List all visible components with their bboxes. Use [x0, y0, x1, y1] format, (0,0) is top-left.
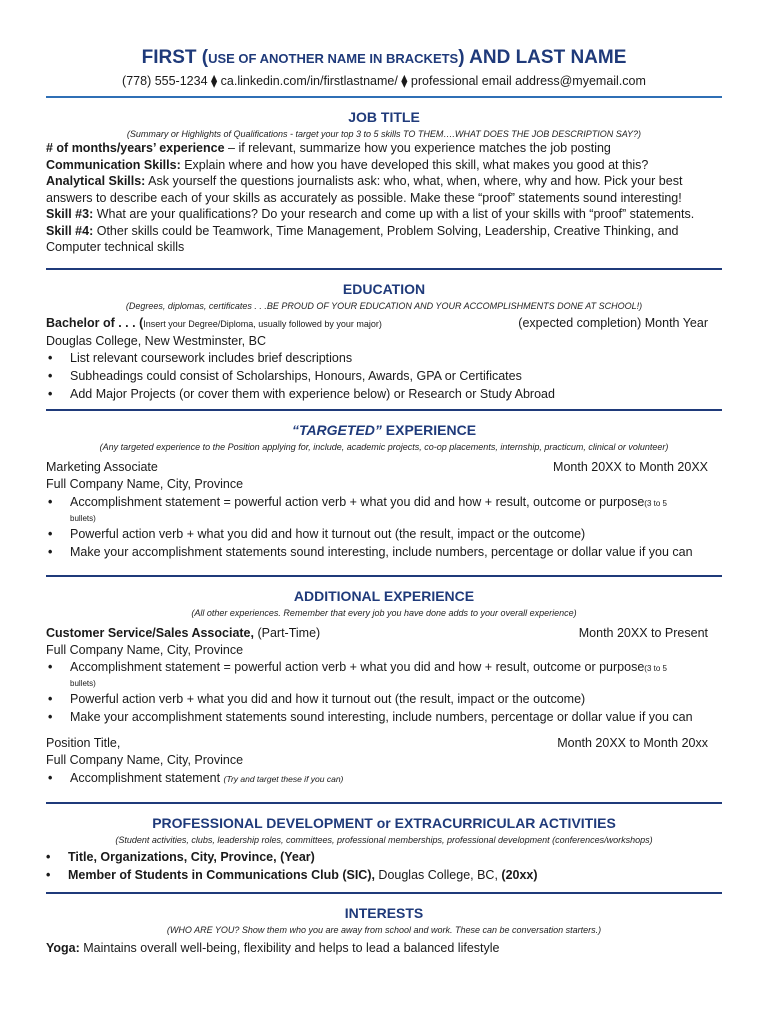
section-rule	[46, 802, 722, 804]
section-rule	[46, 892, 722, 894]
list-item: • Accomplishment statement (Try and target these if you can)	[70, 769, 722, 788]
list-item: • Powerful action verb + what you did and how it turnout out (the result, impact or the outcome)	[70, 690, 722, 708]
resume-name: FIRST (USE OF ANOTHER NAME IN BRACKETS) AND LAST NAME	[141, 47, 627, 68]
contact-line: (778) 555-1234 ⧫ ca.linkedin.com/in/firstlastname/ ⧫ professional email address@myemail.com	[122, 74, 646, 88]
additional-heading: ADDITIONAL EXPERIENCE	[293, 587, 475, 604]
additional-bullets	[46, 658, 722, 726]
section-rule	[46, 575, 722, 577]
targeted-heading: “TARGETED” EXPERIENCE	[291, 422, 477, 438]
targeted-role-row	[46, 459, 722, 476]
role-title: Customer Service/Sales Associate, (Part-Time)	[46, 625, 321, 640]
degree-row	[46, 315, 722, 333]
list-item: • Make your accomplishment statements sound interesting, include numbers, percentage or dollar value if you can	[70, 543, 722, 561]
summary-line-skill4: Skill #4: Other skills could be Teamwork, Time Management, Problem Solving, Leadership, Creative Thinking, and Computer technical skills	[46, 223, 679, 254]
role-title: Marketing Associate	[46, 460, 158, 474]
targeted-note: (Any targeted experience to the Position applying for, include, academic projects, co-op placements, internship, practicum, clinical or volunteer)	[99, 442, 669, 452]
list-item: • List relevant coursework includes brief descriptions	[70, 349, 722, 367]
prodev-note: (Student activities, clubs, leadership roles, committees, professional memberships, professional development (conferences/workshops)	[115, 834, 653, 845]
list-item: • Make your accomplishment statements sound interesting, include numbers, percentage or dollar value if you can	[70, 708, 722, 726]
role-title: Position Title,	[46, 736, 121, 750]
prodev-heading: PROFESSIONAL DEVELOPMENT or EXTRACURRICULAR ACTIVITIES	[152, 814, 616, 831]
header-rule	[46, 96, 722, 98]
section-rule	[46, 268, 722, 270]
role-dates: Month 20XX to Month 20XX	[553, 460, 708, 474]
company-line: Full Company Name, City, Province	[46, 642, 244, 657]
additional-note: (All other experiences. Remember that every job you have done adds to your overall experience)	[191, 607, 577, 618]
role-dates: Month 20XX to Month 20xx	[557, 736, 708, 750]
list-item: • Powerful action verb + what you did and how it turnout out (the result, impact or the outcome)	[70, 525, 722, 543]
additional-role-row	[46, 625, 722, 642]
education-heading: EDUCATION	[342, 280, 426, 297]
summary-block	[46, 140, 722, 256]
summary-line-communication: Communication Skills: Explain where and how you have developed this skill, what makes you good at this?	[46, 157, 649, 172]
section-rule	[46, 409, 722, 411]
interests-heading: INTERESTS	[344, 904, 424, 921]
position-role-row	[46, 735, 722, 752]
job-title-note: (Summary or Highlights of Qualifications - target your top 3 to 5 skills TO THEM….WHAT DOES THE JOB DESCRIPTION SAY?)	[126, 129, 642, 139]
summary-line-skill3: Skill #3: What are your qualifications? Do your research and come up with a list of your skills with “proof” statements.	[46, 207, 695, 221]
completion-date: (expected completion) Month Year	[518, 315, 708, 330]
targeted-bullets	[46, 493, 722, 561]
degree: Bachelor of . . . (Insert your Degree/Diploma, usually followed by your major)	[46, 315, 382, 330]
position-bullets	[46, 769, 722, 788]
summary-line-experience: # of months/years’ experience – if relevant, summarize how you experience matches the job posting	[46, 141, 611, 155]
summary-line-analytical: Analytical Skills: Ask yourself the questions journalists ask: who, what, when, where, why and how. Pick your best answers to describe each of your skills as accurately as possible. Make these “proof” statements sound interesting!	[46, 174, 683, 205]
list-item: • Member of Students in Communications Club (SIC), Douglas College, BC, (20xx)	[68, 866, 722, 884]
list-item: • Subheadings could consist of Scholarships, Honours, Awards, GPA or Certificates	[70, 367, 722, 385]
list-item: • Accomplishment statement = powerful action verb + what you did and how + result, outcome or purpose(3 to 5 bullets)	[70, 658, 722, 690]
list-item: • Accomplishment statement = powerful action verb + what you did and how + result, outcome or purpose(3 to 5 bullets)	[70, 493, 722, 525]
prodev-bullets	[46, 848, 722, 884]
list-item: • Add Major Projects (or cover them with experience below) or Research or Study Abroad	[70, 385, 722, 403]
education-note: (Degrees, diplomas, certificates . . .BE PROUD OF YOUR EDUCATION AND YOUR ACCOMPLISHMENTS DONE AT SCHOOL!)	[125, 300, 643, 311]
name-note: USE OF ANOTHER NAME IN BRACKETS	[208, 51, 459, 66]
school-line: Douglas College, New Westminster, BC	[46, 333, 266, 348]
role-dates: Month 20XX to Present	[578, 625, 708, 640]
education-bullets	[46, 349, 722, 403]
interest-yoga: Yoga: Maintains overall well-being, flexibility and helps to lead a balanced lifestyle	[46, 940, 500, 955]
company-line: Full Company Name, City, Province	[46, 753, 244, 767]
job-title-heading: JOB TITLE	[348, 109, 420, 125]
list-item: • Title, Organizations, City, Province, (Year)	[68, 848, 722, 866]
interests-note: (WHO ARE YOU? Show them who you are away from school and work. These can be conversation starters.)	[166, 924, 602, 935]
company-line: Full Company Name, City, Province	[46, 477, 244, 491]
